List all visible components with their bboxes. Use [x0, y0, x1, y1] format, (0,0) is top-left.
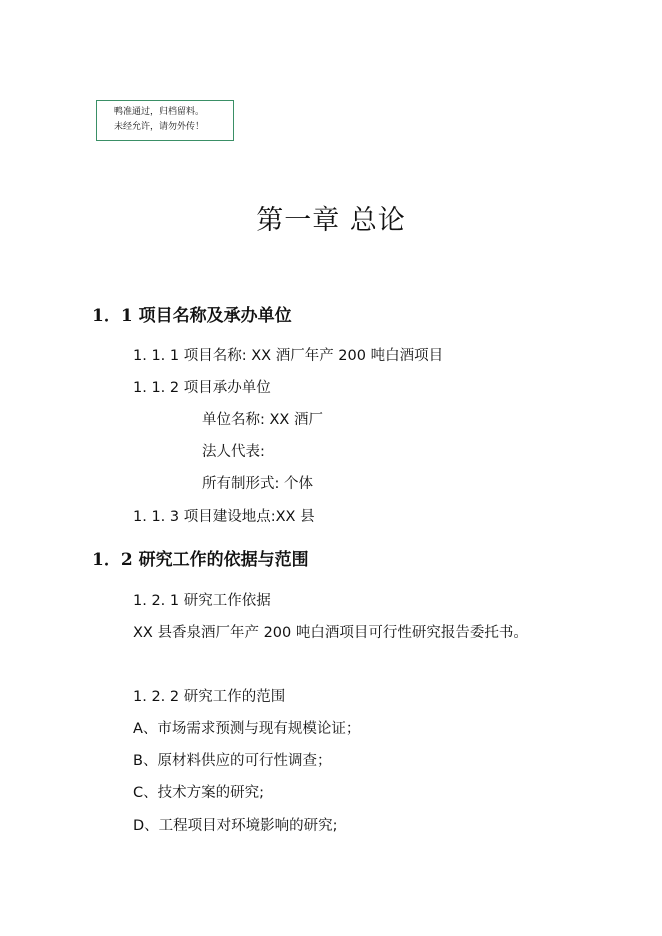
item-1-1-2-undertaking-unit: 1. 1. 2 项目承办单位: [133, 380, 271, 396]
scope-item-c: C、技术方案的研究;: [133, 785, 265, 801]
scope-item-a: A、市场需求预测与现有规模论证；: [133, 721, 361, 737]
item-1-2-1-research-basis: 1. 2. 1 研究工作依据: [133, 593, 271, 609]
research-basis-text: XX 县香泉酒厂年产 200 吨白酒项目可行性研究报告委托书。: [133, 625, 528, 641]
section-heading-1-1: 1．1 项目名称及承办单位: [92, 306, 292, 326]
item-1-1-1-project-name: 1. 1. 1 项目名称: XX 酒厂年产 200 吨白酒项目: [133, 348, 444, 364]
notice-line-2: 未经允许，请勿外传！: [114, 122, 205, 132]
scope-item-d: D、工程项目对环境影响的研究;: [133, 818, 338, 834]
item-1-2-2-research-scope: 1. 2. 2 研究工作的范围: [133, 689, 286, 705]
section-heading-1-2: 1．2 研究工作的依据与范围: [92, 550, 309, 570]
scope-item-b: B、原材料供应的可行性调查；: [133, 753, 332, 769]
legal-representative: 法人代表:: [202, 444, 265, 460]
notice-stamp-box: [96, 100, 234, 141]
notice-line-1: 鸭准通过，归档留料。: [114, 107, 205, 117]
unit-name: 单位名称: XX 酒厂: [202, 412, 323, 428]
item-1-1-3-construction-site: 1. 1. 3 项目建设地点:XX 县: [133, 509, 315, 525]
chapter-title: 第一章 总论: [256, 205, 406, 236]
ownership-form: 所有制形式: 个体: [202, 476, 313, 492]
